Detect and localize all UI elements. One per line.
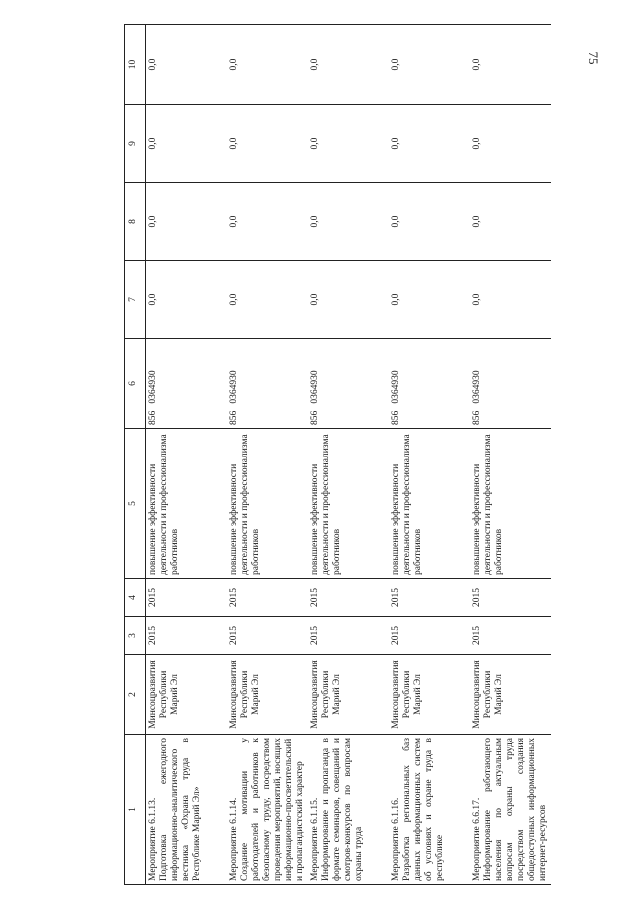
activity-name-cell: Мероприятие 6.1.14. Создание мотивации у работодателей и работников к безопасному труду, посредством проведения мероприятий, носящих информационно-просветительский и пропагандистский характер [227, 735, 308, 885]
end-year-cell: 2015 [470, 579, 551, 617]
budget-code-cell [308, 339, 389, 429]
value-cell: 0,0 [308, 25, 389, 105]
executor-cell: Минсоцразвития Республики Марий Эл [227, 655, 308, 735]
budget-code-cell [227, 339, 308, 429]
value-cell: 0,0 [227, 183, 308, 261]
header-col-7: 7 [125, 261, 146, 339]
executor-cell: Минсоцразвития Республики Марий Эл [146, 655, 228, 735]
start-year-cell: 2015 [146, 617, 228, 655]
value-cell: 0,0 [227, 25, 308, 105]
header-col-9: 9 [125, 105, 146, 183]
budget-code-cell [146, 339, 228, 429]
budget-code-part-a: 856 [148, 410, 158, 425]
value-cell: 0,0 [146, 183, 228, 261]
value-cell: 0,0 [470, 261, 551, 339]
value-cell: 0,0 [470, 183, 551, 261]
value-cell: 0,0 [146, 105, 228, 183]
budget-code-part-b: 0364930 [310, 370, 320, 404]
value-cell: 0,0 [389, 183, 470, 261]
result-cell: повышение эффективности деятельности и профессионализма работников [308, 429, 389, 579]
value-cell: 0,0 [470, 25, 551, 105]
activity-name-cell: Мероприятие 6.1.15. Информирование и пропаганда в формате семинаров, совещаний и смотров-конкурсов по вопросам охраны труда [308, 735, 389, 885]
budget-code-part-b: 0364930 [229, 370, 239, 404]
end-year-cell: 2015 [227, 579, 308, 617]
program-table [124, 24, 551, 885]
activity-name-cell: Мероприятие 6.1.16. Разработка региональных баз данных информационных систем об условиях и охране труда в республике [389, 735, 470, 885]
end-year-cell: 2015 [308, 579, 389, 617]
budget-code-part-a: 856 [310, 410, 320, 425]
end-year-cell: 2015 [146, 579, 228, 617]
value-cell: 0,0 [227, 105, 308, 183]
budget-code-cell [470, 339, 551, 429]
executor-cell: Минсоцразвития Республики Марий Эл [308, 655, 389, 735]
activity-name-cell: Мероприятие 6.1.13. Подготовка ежегодного информационно-аналитического вестника «Охрана труда в Республике Марий Эл» [146, 735, 228, 885]
value-cell: 0,0 [308, 183, 389, 261]
header-col-4: 4 [125, 579, 146, 617]
value-cell: 0,0 [470, 105, 551, 183]
value-cell: 0,0 [389, 261, 470, 339]
activity-name-cell: Мероприятие 6.6.17. Информирование работающего населения по актуальным вопросам охраны труда посредством создания общедоступных информационных интернет-ресурсов [470, 735, 551, 885]
value-cell: 0,0 [227, 261, 308, 339]
budget-code-part-b: 0364930 [391, 370, 401, 404]
header-col-8: 8 [125, 183, 146, 261]
value-cell: 0,0 [146, 25, 228, 105]
start-year-cell: 2015 [470, 617, 551, 655]
value-cell: 0,0 [308, 261, 389, 339]
header-col-2: 2 [125, 655, 146, 735]
column-number-header [125, 25, 146, 885]
table-row [227, 25, 308, 885]
budget-code-part-b: 0364930 [148, 370, 158, 404]
header-col-1: 1 [125, 735, 146, 885]
start-year-cell: 2015 [227, 617, 308, 655]
budget-code-part-a: 856 [472, 410, 482, 425]
table-row [389, 25, 470, 885]
result-cell: повышение эффективности деятельности и профессионализма работников [389, 429, 470, 579]
table-row [146, 25, 228, 885]
start-year-cell: 2015 [308, 617, 389, 655]
value-cell: 0,0 [308, 105, 389, 183]
header-col-5: 5 [125, 429, 146, 579]
result-cell: повышение эффективности деятельности и профессионализма работников [227, 429, 308, 579]
end-year-cell: 2015 [389, 579, 470, 617]
start-year-cell: 2015 [389, 617, 470, 655]
budget-code-part-a: 856 [391, 410, 401, 425]
value-cell: 0,0 [389, 105, 470, 183]
executor-cell: Минсоцразвития Республики Марий Эл [470, 655, 551, 735]
executor-cell: Минсоцразвития Республики Марий Эл [389, 655, 470, 735]
budget-code-cell [389, 339, 470, 429]
result-cell: повышение эффективности деятельности и профессионализма работников [146, 429, 228, 579]
budget-code-part-b: 0364930 [472, 370, 482, 404]
table-row [470, 25, 551, 885]
table-row [308, 25, 389, 885]
budget-code-part-a: 856 [229, 410, 239, 425]
header-col-10: 10 [125, 25, 146, 105]
value-cell: 0,0 [146, 261, 228, 339]
table-container [124, 25, 627, 885]
result-cell: повышение эффективности деятельности и профессионализма работников [470, 429, 551, 579]
header-col-6: 6 [125, 339, 146, 429]
value-cell: 0,0 [389, 25, 470, 105]
page-number: 75 [586, 51, 601, 65]
header-col-3: 3 [125, 617, 146, 655]
